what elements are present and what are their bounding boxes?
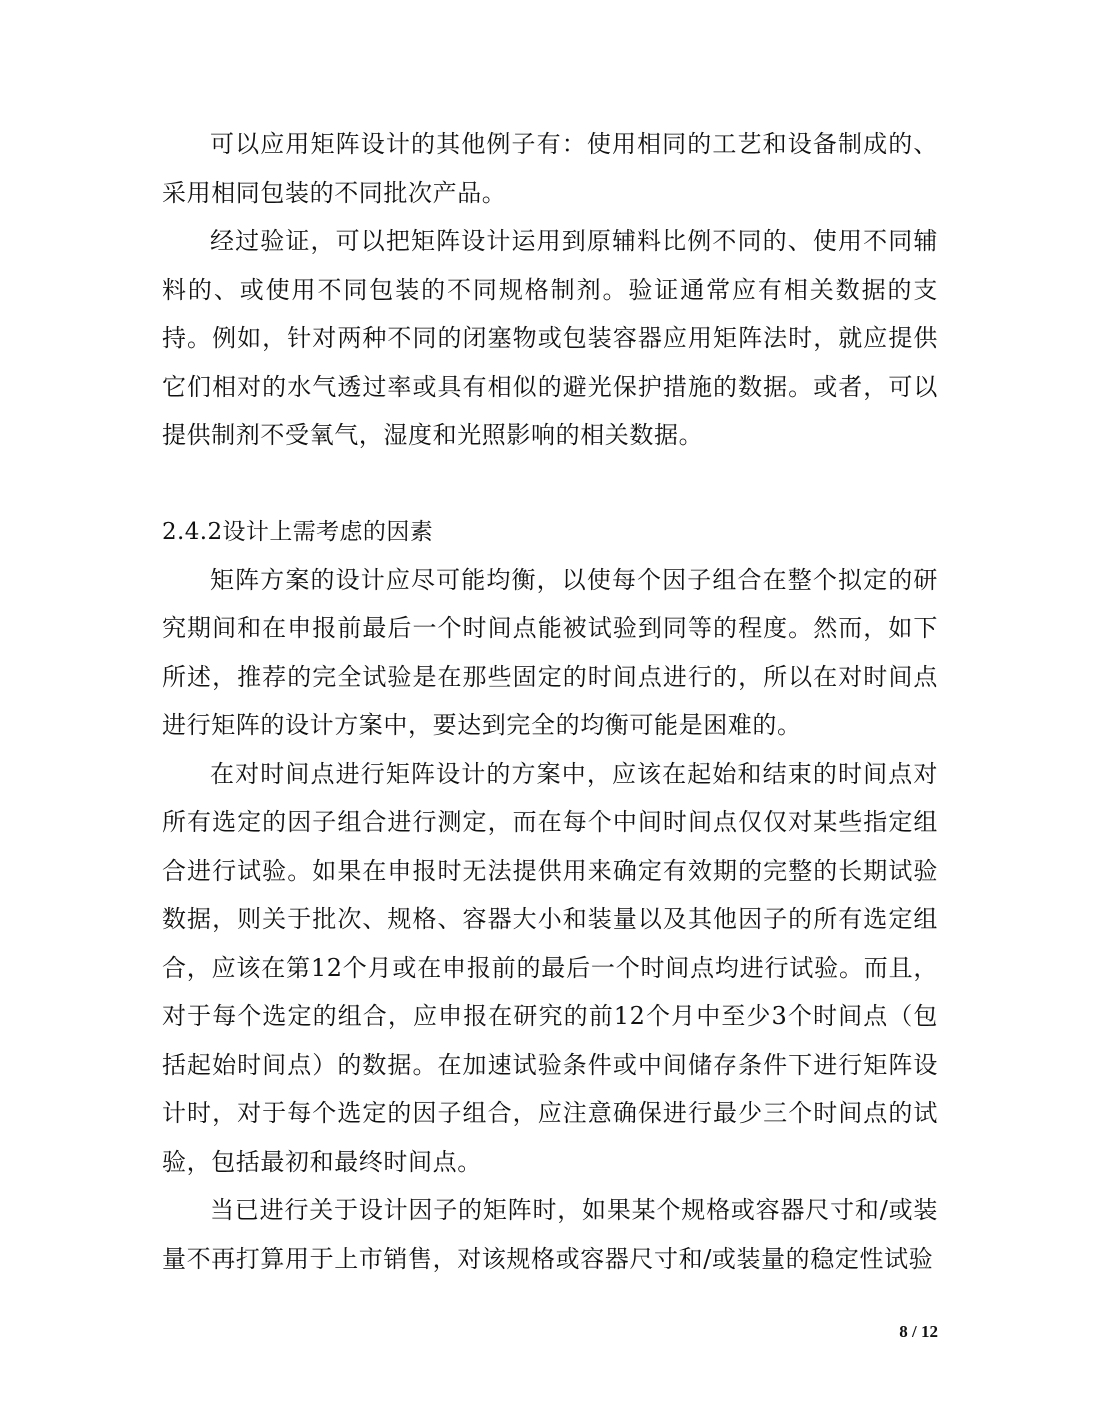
paragraph-discontinued-strength: 当已进行关于设计因子的矩阵时，如果某个规格或容器尺寸和/或装量不再打算用于上市销售，对该规格或容器尺寸和/或装量的稳定性试验 <box>162 1196 938 1273</box>
document-body <box>162 120 938 1283</box>
page-number: 8 / 12 <box>899 1322 938 1341</box>
paragraph-balanced-design: 矩阵方案的设计应尽可能均衡，以使每个因子组合在整个拟定的研究期间和在申报前最后一个时间点能被试验到同等的程度。然而，如下所述，推荐的完全试验是在那些固定的时间点进行的，所以在对时间点进行矩阵的设计方案中，要达到完全的均衡可能是困难的。 <box>162 565 938 739</box>
paragraph-matrix-validation: 经过验证，可以把矩阵设计运用到原辅料比例不同的、使用不同辅料的、或使用不同包装的不同规格制剂。验证通常应有相关数据的支持。例如，针对两种不同的闭塞物或包装容器应用矩阵法时，就应提供它们相对的水气透过率或具有相似的避光保护措施的数据。或者，可以提供制剂不受氧气，湿度和光照影响的相关数据。 <box>162 227 938 449</box>
section-heading: 2.4.2设计上需考虑的因素 <box>162 518 434 545</box>
section-spacer <box>162 460 938 508</box>
paragraph-time-point-matrixing: 在对时间点进行矩阵设计的方案中，应该在起始和结束的时间点对所有选定的因子组合进行测定，而在每个中间时间点仅仅对某些指定组合进行试验。如果在申报时无法提供用来确定有效期的完整的长期试验数据，则关于批次、规格、容器大小和装量以及其他因子的所有选定组合，应该在第12个月或在申报前的最后一个时间点均进行试验。而且，对于每个选定的组合，应申报在研究的前12个月中至少3个时间点（包括起始时间点）的数据。在加速试验条件或中间储存条件下进行矩阵设计时，对于每个选定的因子组合，应注意确保进行最少三个时间点的试验，包括最初和最终时间点。 <box>162 759 938 1176</box>
paragraph-matrix-examples: 可以应用矩阵设计的其他例子有：使用相同的工艺和设备制成的、采用相同包装的不同批次产品。 <box>162 130 938 207</box>
